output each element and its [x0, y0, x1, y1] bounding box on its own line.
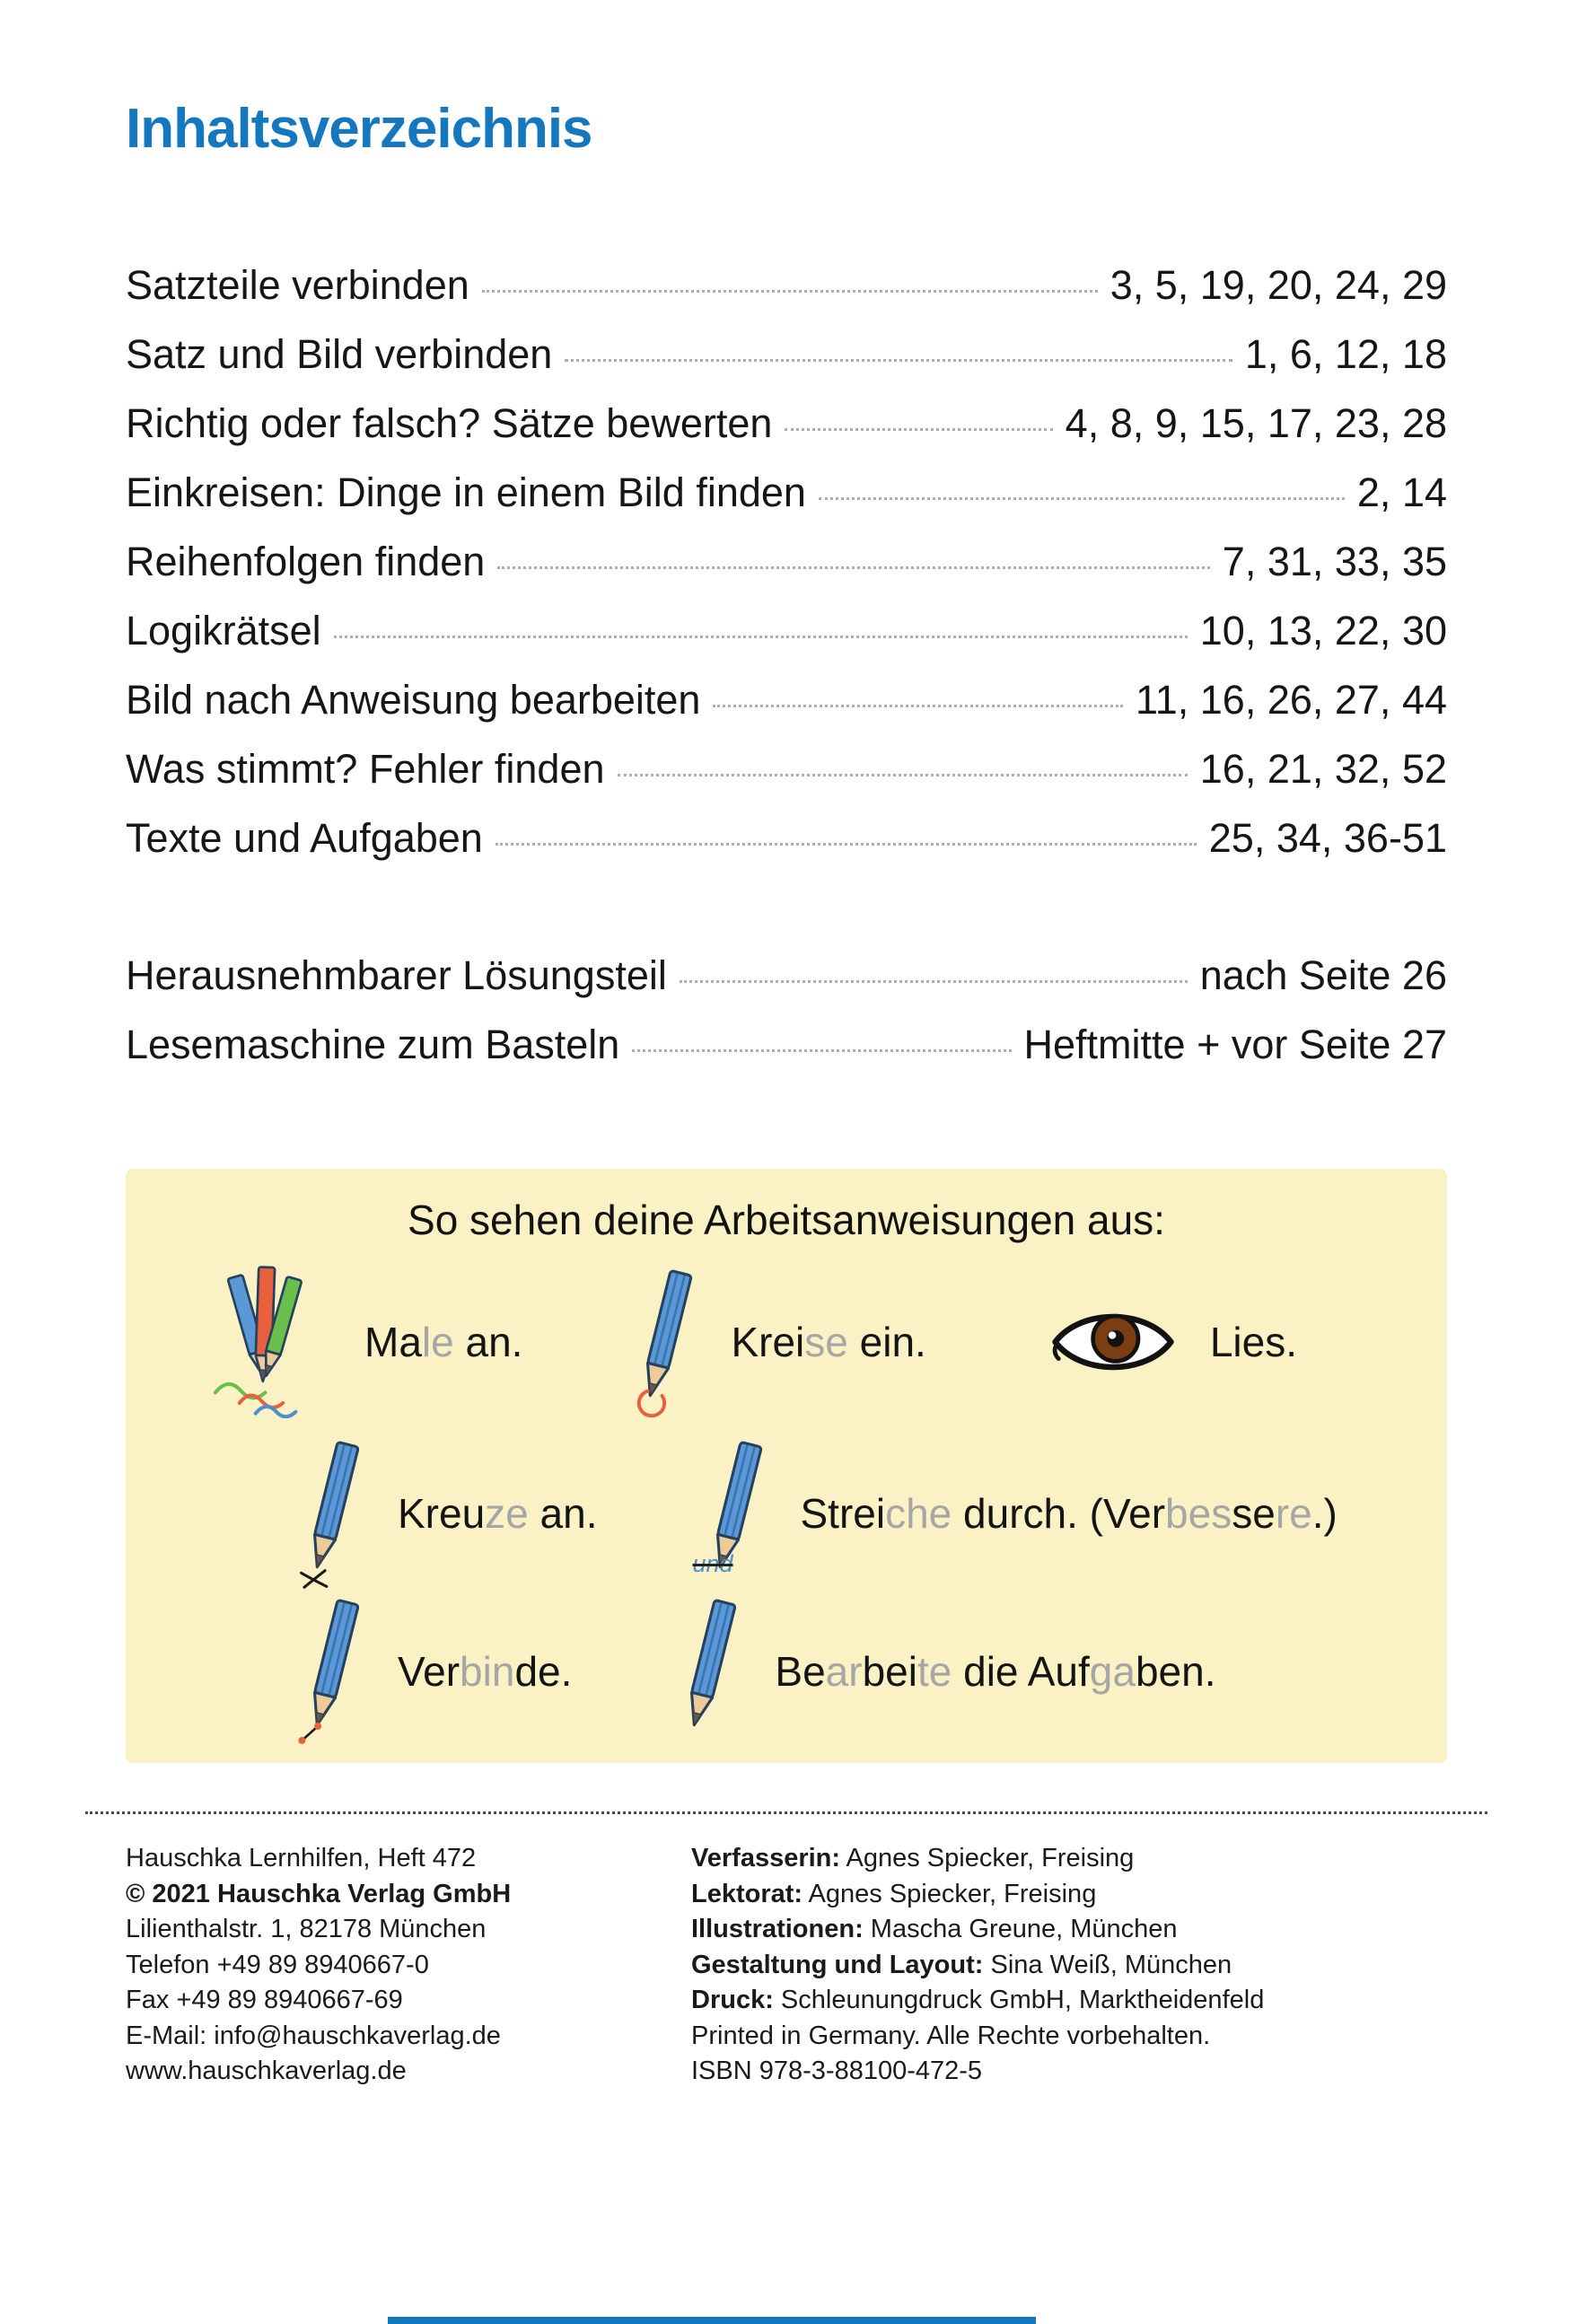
- syllable: bes: [1165, 1490, 1232, 1537]
- dotted-leader: [482, 290, 1098, 293]
- toc-entry-label: Lesemaschine zum Basteln: [126, 1022, 620, 1067]
- toc-entry-label: Bild nach Anweisung bearbeiten: [126, 677, 701, 723]
- toc-entry: [126, 941, 1447, 1010]
- dotted-leader: [565, 359, 1232, 362]
- dotted-leader: [632, 1049, 1011, 1052]
- dotted-leader: [819, 497, 1345, 500]
- instruction-row: [176, 1438, 1397, 1589]
- imprint-value: Mascha Greune, München: [870, 1915, 1178, 1943]
- toc-entry-pages: 1, 6, 12, 18: [1244, 331, 1447, 377]
- syllable: le: [421, 1319, 454, 1365]
- syllable: ein.: [847, 1319, 926, 1365]
- imprint-label: Druck:: [691, 1986, 774, 2014]
- toc-entry-pages: 3, 5, 19, 20, 24, 29: [1110, 262, 1447, 308]
- imprint-value: Agnes Spiecker, Freising: [808, 1879, 1097, 1908]
- imprint-left-column: [126, 1841, 691, 2090]
- toc-page: [0, 97, 1570, 2090]
- imprint-line: [691, 2019, 1447, 2055]
- instruction-text: [731, 1318, 925, 1366]
- imprint-line: Telefon +49 89 8940667-0: [126, 1950, 429, 1979]
- toc-entry-label: Satz und Bild verbinden: [126, 331, 553, 377]
- eye-icon: [1050, 1300, 1176, 1384]
- instruction-row: [176, 1266, 1397, 1418]
- imprint-line: [691, 2054, 1447, 2090]
- instruction-item-lies: [1050, 1300, 1297, 1384]
- toc-entry-label: Texte und Aufgaben: [126, 815, 483, 861]
- toc-entry: [126, 803, 1447, 873]
- pencil-connect-icon: [295, 1596, 369, 1747]
- toc-entry: [126, 665, 1447, 734]
- instruction-item-streiche-durch: [692, 1438, 1338, 1589]
- toc-entry: [126, 527, 1447, 596]
- imprint-line: [691, 1912, 1447, 1948]
- syllable: Ver: [398, 1648, 460, 1695]
- toc-entry: [126, 1010, 1447, 1079]
- syllable: ben.: [1135, 1648, 1216, 1695]
- imprint-label: Lektorat:: [691, 1879, 803, 1908]
- toc-entry-pages: 10, 13, 22, 30: [1199, 608, 1447, 653]
- toc-entry: [126, 734, 1447, 803]
- toc-entry-pages: 16, 21, 32, 52: [1199, 746, 1447, 792]
- imprint-value: Schleunungdruck GmbH, Marktheidenfeld: [780, 1986, 1265, 2014]
- imprint-line: E-Mail: info@hauschkaverlag.de: [126, 2021, 501, 2050]
- toc-entry: [126, 320, 1447, 389]
- syllable: Krei: [731, 1319, 805, 1365]
- syllable: bei: [862, 1648, 917, 1695]
- toc-entry-pages: 2, 14: [1356, 469, 1447, 515]
- syllable: re: [1275, 1490, 1312, 1537]
- instruction-row: [176, 1596, 1397, 1747]
- toc-entry-label: Einkreisen: Dinge in einem Bild finden: [126, 469, 806, 515]
- toc-entry-pages: 25, 34, 36-51: [1208, 815, 1447, 861]
- toc-entry: [126, 250, 1447, 320]
- toc-entry-label: Logikrätsel: [126, 608, 321, 653]
- imprint-label: Verfasserin:: [691, 1844, 841, 1872]
- syllable: Kreu: [398, 1490, 486, 1537]
- syllable: se: [804, 1319, 848, 1365]
- struck-word: und: [692, 1550, 733, 1577]
- toc-entry-pages: 7, 31, 33, 35: [1222, 539, 1447, 584]
- pencil-plain-icon: [672, 1596, 746, 1747]
- toc-entry-pages: Heftmitte + vor Seite 27: [1023, 1022, 1447, 1067]
- dotted-leader: [334, 636, 1188, 638]
- imprint-line: Hauschka Lernhilfen, Heft 472: [126, 1844, 477, 1872]
- syllable: durch. (Ver: [952, 1490, 1166, 1537]
- imprint-line: Lilienthalstr. 1, 82178 München: [126, 1915, 487, 1943]
- dotted-leader: [713, 705, 1123, 707]
- pencil-cross-icon: [295, 1438, 369, 1589]
- toc-entry: [126, 389, 1447, 458]
- imprint-label: Gestaltung und Layout:: [691, 1950, 984, 1979]
- syllable: che: [885, 1490, 952, 1537]
- syllable: Strei: [800, 1490, 886, 1537]
- footer-divider: [85, 1811, 1487, 1814]
- toc-entry-pages: 4, 8, 9, 15, 17, 23, 28: [1065, 400, 1447, 446]
- imprint-line: www.hauschkaverlag.de: [126, 2057, 407, 2085]
- instruction-text: [398, 1647, 572, 1696]
- toc-entry-label: Herausnehmbarer Lösungsteil: [126, 952, 667, 998]
- imprint-right-column: [691, 1841, 1447, 2090]
- syllable: ga: [1089, 1648, 1136, 1695]
- imprint-line: Fax +49 89 8940667-69: [126, 1986, 403, 2014]
- imprint-value: ISBN 978-3-88100-472-5: [691, 2057, 983, 2085]
- instruction-item-male-an: [201, 1266, 522, 1418]
- toc-entry-label: Satzteile verbinden: [126, 262, 469, 308]
- page-title: Inhaltsverzeichnis: [126, 98, 592, 160]
- instruction-text: [398, 1489, 598, 1538]
- toc-entry-label: Richtig oder falsch? Sätze bewerten: [126, 400, 773, 446]
- syllable: ze: [485, 1490, 529, 1537]
- dotted-leader: [497, 566, 1209, 569]
- imprint-value: Printed in Germany. Alle Rechte vorbehalten.: [691, 2021, 1211, 2050]
- syllable: Be: [775, 1648, 826, 1695]
- imprint-line: [691, 1948, 1447, 1984]
- toc-extra-entries: [126, 941, 1447, 1079]
- syllable: ar: [825, 1648, 863, 1695]
- pencil-circle-icon: [628, 1267, 702, 1417]
- instructions-box-title: So sehen deine Arbeitsanweisungen aus:: [408, 1197, 1165, 1243]
- syllable: de.: [514, 1648, 573, 1695]
- pencil-strike-icon: [692, 1438, 772, 1589]
- toc-entry-label: Reihenfolgen finden: [126, 539, 486, 584]
- bottom-blue-bar: [388, 2317, 1036, 2324]
- syllable: an.: [528, 1490, 598, 1537]
- instruction-text: [364, 1318, 522, 1366]
- table-of-contents: [126, 250, 1447, 873]
- imprint-value: Sina Weiß, München: [990, 1950, 1232, 1979]
- dotted-leader: [496, 843, 1197, 846]
- toc-entry-label: Was stimmt? Fehler finden: [126, 746, 605, 792]
- syllable: bin: [460, 1648, 515, 1695]
- instruction-item-bearbeite: [672, 1596, 1215, 1747]
- imprint-line: [691, 1841, 1447, 1877]
- syllable: se: [1232, 1490, 1276, 1537]
- imprint-label: Illustrationen:: [691, 1915, 864, 1943]
- instruction-item-kreise-ein: [628, 1267, 925, 1417]
- instructions-box: [126, 1169, 1447, 1763]
- dotted-leader: [785, 428, 1052, 431]
- imprint-line: © 2021 Hauschka Verlag GmbH: [126, 1879, 512, 1908]
- toc-entry-pages: nach Seite 26: [1199, 952, 1447, 998]
- syllable: .): [1311, 1490, 1338, 1537]
- dotted-leader: [618, 774, 1188, 776]
- instruction-text: [801, 1489, 1338, 1538]
- toc-entry: [126, 596, 1447, 665]
- syllable: te: [917, 1648, 952, 1695]
- colored-pencils-icon: [201, 1266, 336, 1418]
- imprint-line: [691, 1877, 1447, 1913]
- toc-entry-pages: 11, 16, 26, 27, 44: [1136, 677, 1447, 723]
- syllable: an.: [453, 1319, 523, 1365]
- instruction-item-verbinde: [295, 1596, 572, 1747]
- instruction-text: [1210, 1318, 1297, 1366]
- dotted-leader: [680, 980, 1188, 983]
- syllable: Ma: [364, 1319, 422, 1365]
- instruction-text: [775, 1647, 1215, 1696]
- syllable: Lies.: [1209, 1319, 1297, 1365]
- instruction-item-kreuze-an: [295, 1438, 598, 1589]
- imprint-footer: [126, 1841, 1447, 2090]
- toc-entry: [126, 458, 1447, 527]
- imprint-value: Agnes Spiecker, Freising: [846, 1844, 1135, 1872]
- syllable: die Auf: [952, 1648, 1090, 1695]
- imprint-line: [691, 1983, 1447, 2019]
